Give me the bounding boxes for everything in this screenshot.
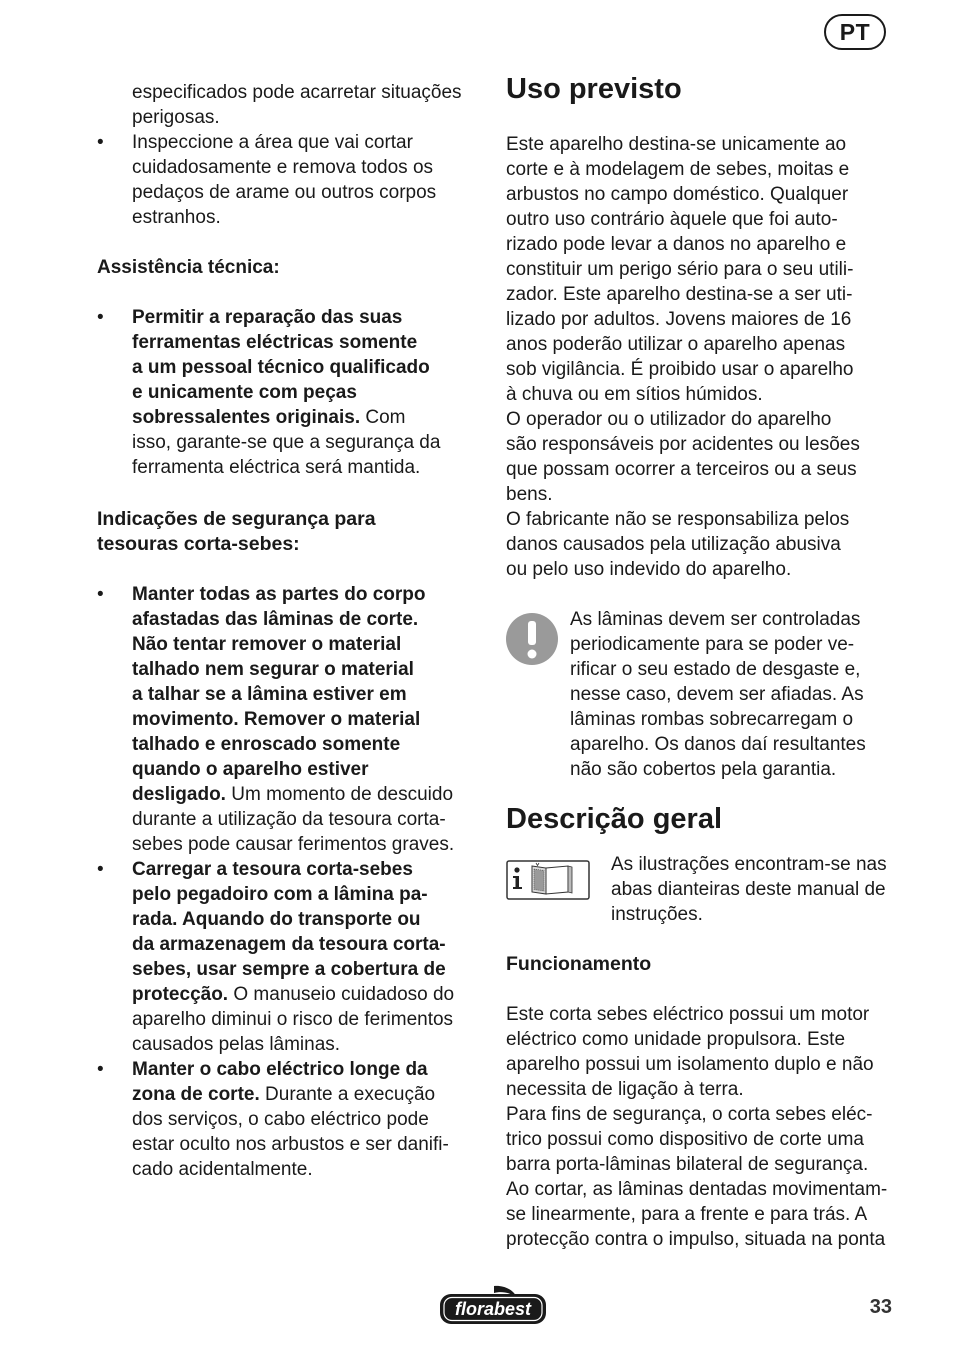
text-line: estranhos. [132, 207, 221, 228]
operation-text [506, 1002, 906, 1252]
text-line: protecção contra o impulso, situada na ponta [506, 1229, 886, 1250]
text-line: danos causados pela utilização abusiva [506, 534, 841, 555]
logo-text: florabest [454, 1299, 532, 1319]
section-heading-description: Descrição geral [506, 803, 723, 835]
text-line: causados pelas lâminas. [132, 1034, 341, 1055]
text-line: As ilustrações encontram-se nas [611, 854, 887, 875]
text-line: durante a utilização da tesoura corta- [132, 809, 446, 830]
left-column [97, 80, 487, 1182]
manual-info-icon [506, 860, 590, 905]
text-line: movimento. Remover o material [132, 709, 421, 730]
text-line [132, 982, 487, 1007]
text-line: se linearmente, para a frente e para trás. A [506, 1204, 868, 1225]
text-line: cado acidentalmente. [132, 1159, 313, 1180]
text-line: lizado por adultos. Jovens maiores de 16 [506, 309, 852, 330]
text-line: lâminas rombas sobrecarregam o [570, 709, 854, 730]
language-code: PT [839, 18, 871, 45]
text-line: nesse caso, devem ser afiadas. As [570, 684, 864, 705]
intended-use-text [506, 132, 906, 582]
text-line [132, 405, 487, 430]
bold-run: desligado. [132, 784, 226, 805]
text-line: Ao cortar, as lâminas dentadas movimentam- [506, 1179, 888, 1200]
text-line: As lâminas devem ser controladas [570, 609, 861, 630]
text-line: Este corta sebes eléctrico possui um motor [506, 1004, 870, 1025]
text-line: ferramentas eléctricas somente [132, 332, 418, 353]
text-line: que possam ocorrer a terceiros ou a seus [506, 459, 857, 480]
page-number: 33 [869, 1296, 892, 1318]
text-line: O operador ou o utilizador do aparelho [506, 409, 832, 430]
text-line: necessita de ligação à terra. [506, 1079, 744, 1100]
right-column [506, 70, 906, 1252]
text-line: Manter o cabo eléctrico longe da [132, 1059, 428, 1080]
bullet-repair [97, 305, 487, 480]
bullet-dot: • [97, 859, 104, 880]
bullet-dot: • [97, 584, 104, 605]
text-line: rizado pode levar a danos no aparelho e [506, 234, 847, 255]
text-line: dos serviços, o cabo eléctrico pode [132, 1109, 429, 1130]
bold-run: sobressalentes originais. [132, 407, 361, 428]
safety-heading-line: tesouras corta-sebes: [97, 533, 300, 555]
text-line: outro uso contrário àquele que foi auto- [506, 209, 838, 230]
text-line: trico possui como dispositivo de corte uma [506, 1129, 864, 1150]
text-line [132, 782, 487, 807]
bullet-body-parts [97, 582, 487, 857]
bullet-dot: • [97, 132, 104, 153]
bullet-dot: • [97, 1059, 104, 1080]
text-line: não são cobertos pela garantia. [570, 759, 837, 780]
text-line: Este aparelho destina-se unicamente ao [506, 134, 847, 155]
text-line: e unicamente com peças [132, 382, 357, 403]
text-line: zador. Este aparelho destina-se a ser uti- [506, 284, 853, 305]
text-line: Não tentar remover o material [132, 634, 402, 655]
bold-run: protecção. [132, 984, 229, 1005]
text-line: talhado nem segurar o material [132, 659, 414, 680]
text-line: perigosas. [132, 107, 220, 128]
bullet-inspect-area [97, 130, 487, 230]
text-line: à chuva ou em sítios húmidos. [506, 384, 763, 405]
text-line [132, 1082, 487, 1107]
text-line: rificar o seu estado de desgaste e, [570, 659, 861, 680]
text-line: periodicamente para se poder ve- [570, 634, 855, 655]
text-line: a talhar se a lâmina estiver em [132, 684, 407, 705]
text-line: são responsáveis por acidentes ou lesões [506, 434, 860, 455]
text-line: aparelho diminui o risco de ferimentos [132, 1009, 454, 1030]
regular-run: Com [360, 407, 406, 428]
section-heading-intended-use: Uso previsto [506, 73, 682, 105]
text-line: instruções. [611, 904, 703, 925]
text-line: corte e à modelagem de sebes, moitas e [506, 159, 850, 180]
bullet-cable [97, 1057, 487, 1182]
text-line: aparelho. Os danos daí resultantes [570, 734, 866, 755]
text-line: especificados pode acarretar situações [132, 82, 462, 103]
text-line: ou pelo uso indevido do aparelho. [506, 559, 792, 580]
text-line: afastadas das lâminas de corte. [132, 609, 419, 630]
text-line: barra porta-lâminas bilateral de segurança. [506, 1154, 869, 1175]
text-line: Carregar a tesoura corta-sebes [132, 859, 413, 880]
text-line: aparelho possui um isolamento duplo e não [506, 1054, 874, 1075]
safety-heading-line: Indicações de segurança para [97, 508, 376, 530]
text-line: constituir um perigo sério para o seu utili- [506, 259, 854, 280]
text-line: da armazenagem da tesoura corta- [132, 934, 446, 955]
text-line: sebes pode causar ferimentos graves. [132, 834, 455, 855]
text-line: Inspeccione a área que vai cortar [132, 132, 413, 153]
continued-bullet [97, 80, 487, 130]
text-line: arbustos no campo doméstico. Qualquer [506, 184, 849, 205]
bullet-dot: • [97, 307, 104, 328]
text-line: a um pessoal técnico qualificado [132, 357, 430, 378]
assistance-heading: Assistência técnica: [97, 257, 280, 278]
regular-run: Um momento de descuido [225, 784, 454, 805]
florabest-logo [438, 1283, 548, 1332]
text-line: rada. Aquando do transporte ou [132, 909, 421, 930]
subheading-operation: Funcionamento [506, 953, 652, 975]
regular-run: Durante a execução [259, 1084, 436, 1105]
bold-run: zona de corte. [132, 1084, 260, 1105]
text-line: pelo pegadoiro com a lâmina pa- [132, 884, 428, 905]
text-line: talhado e enroscado somente [132, 734, 401, 755]
text-line: sebes, usar sempre a cobertura de [132, 959, 446, 980]
text-line: pedaços de arame ou outros corpos [132, 182, 437, 203]
text-line: quando o aparelho estiver [132, 759, 369, 780]
text-line: anos poderão utilizar o aparelho apenas [506, 334, 846, 355]
text-line: O fabricante não se responsabiliza pelos [506, 509, 850, 530]
text-line: estar oculto nos arbustos e ser danifi- [132, 1134, 449, 1155]
regular-run: O manuseio cuidadoso do [228, 984, 455, 1005]
bullet-carry [97, 857, 487, 1057]
text-line: ferramenta eléctrica será mantida. [132, 457, 421, 478]
text-line: sob vigilância. É proibido usar o aparelho [506, 359, 854, 380]
text-line: Para fins de segurança, o corta sebes eléc- [506, 1104, 873, 1125]
text-line: abas dianteiras deste manual de [611, 879, 886, 900]
warning-callout [506, 607, 906, 782]
text-line: Permitir a reparação das suas [132, 307, 403, 328]
text-line: eléctrico como unidade propulsora. Este [506, 1029, 846, 1050]
text-line: cuidadosamente e remova todos os [132, 157, 434, 178]
text-line: isso, garante-se que a segurança da [132, 432, 441, 453]
info-callout [506, 852, 906, 927]
text-line: Manter todas as partes do corpo [132, 584, 426, 605]
exclamation-icon [506, 613, 558, 665]
language-badge [824, 14, 886, 50]
text-line: bens. [506, 484, 553, 505]
